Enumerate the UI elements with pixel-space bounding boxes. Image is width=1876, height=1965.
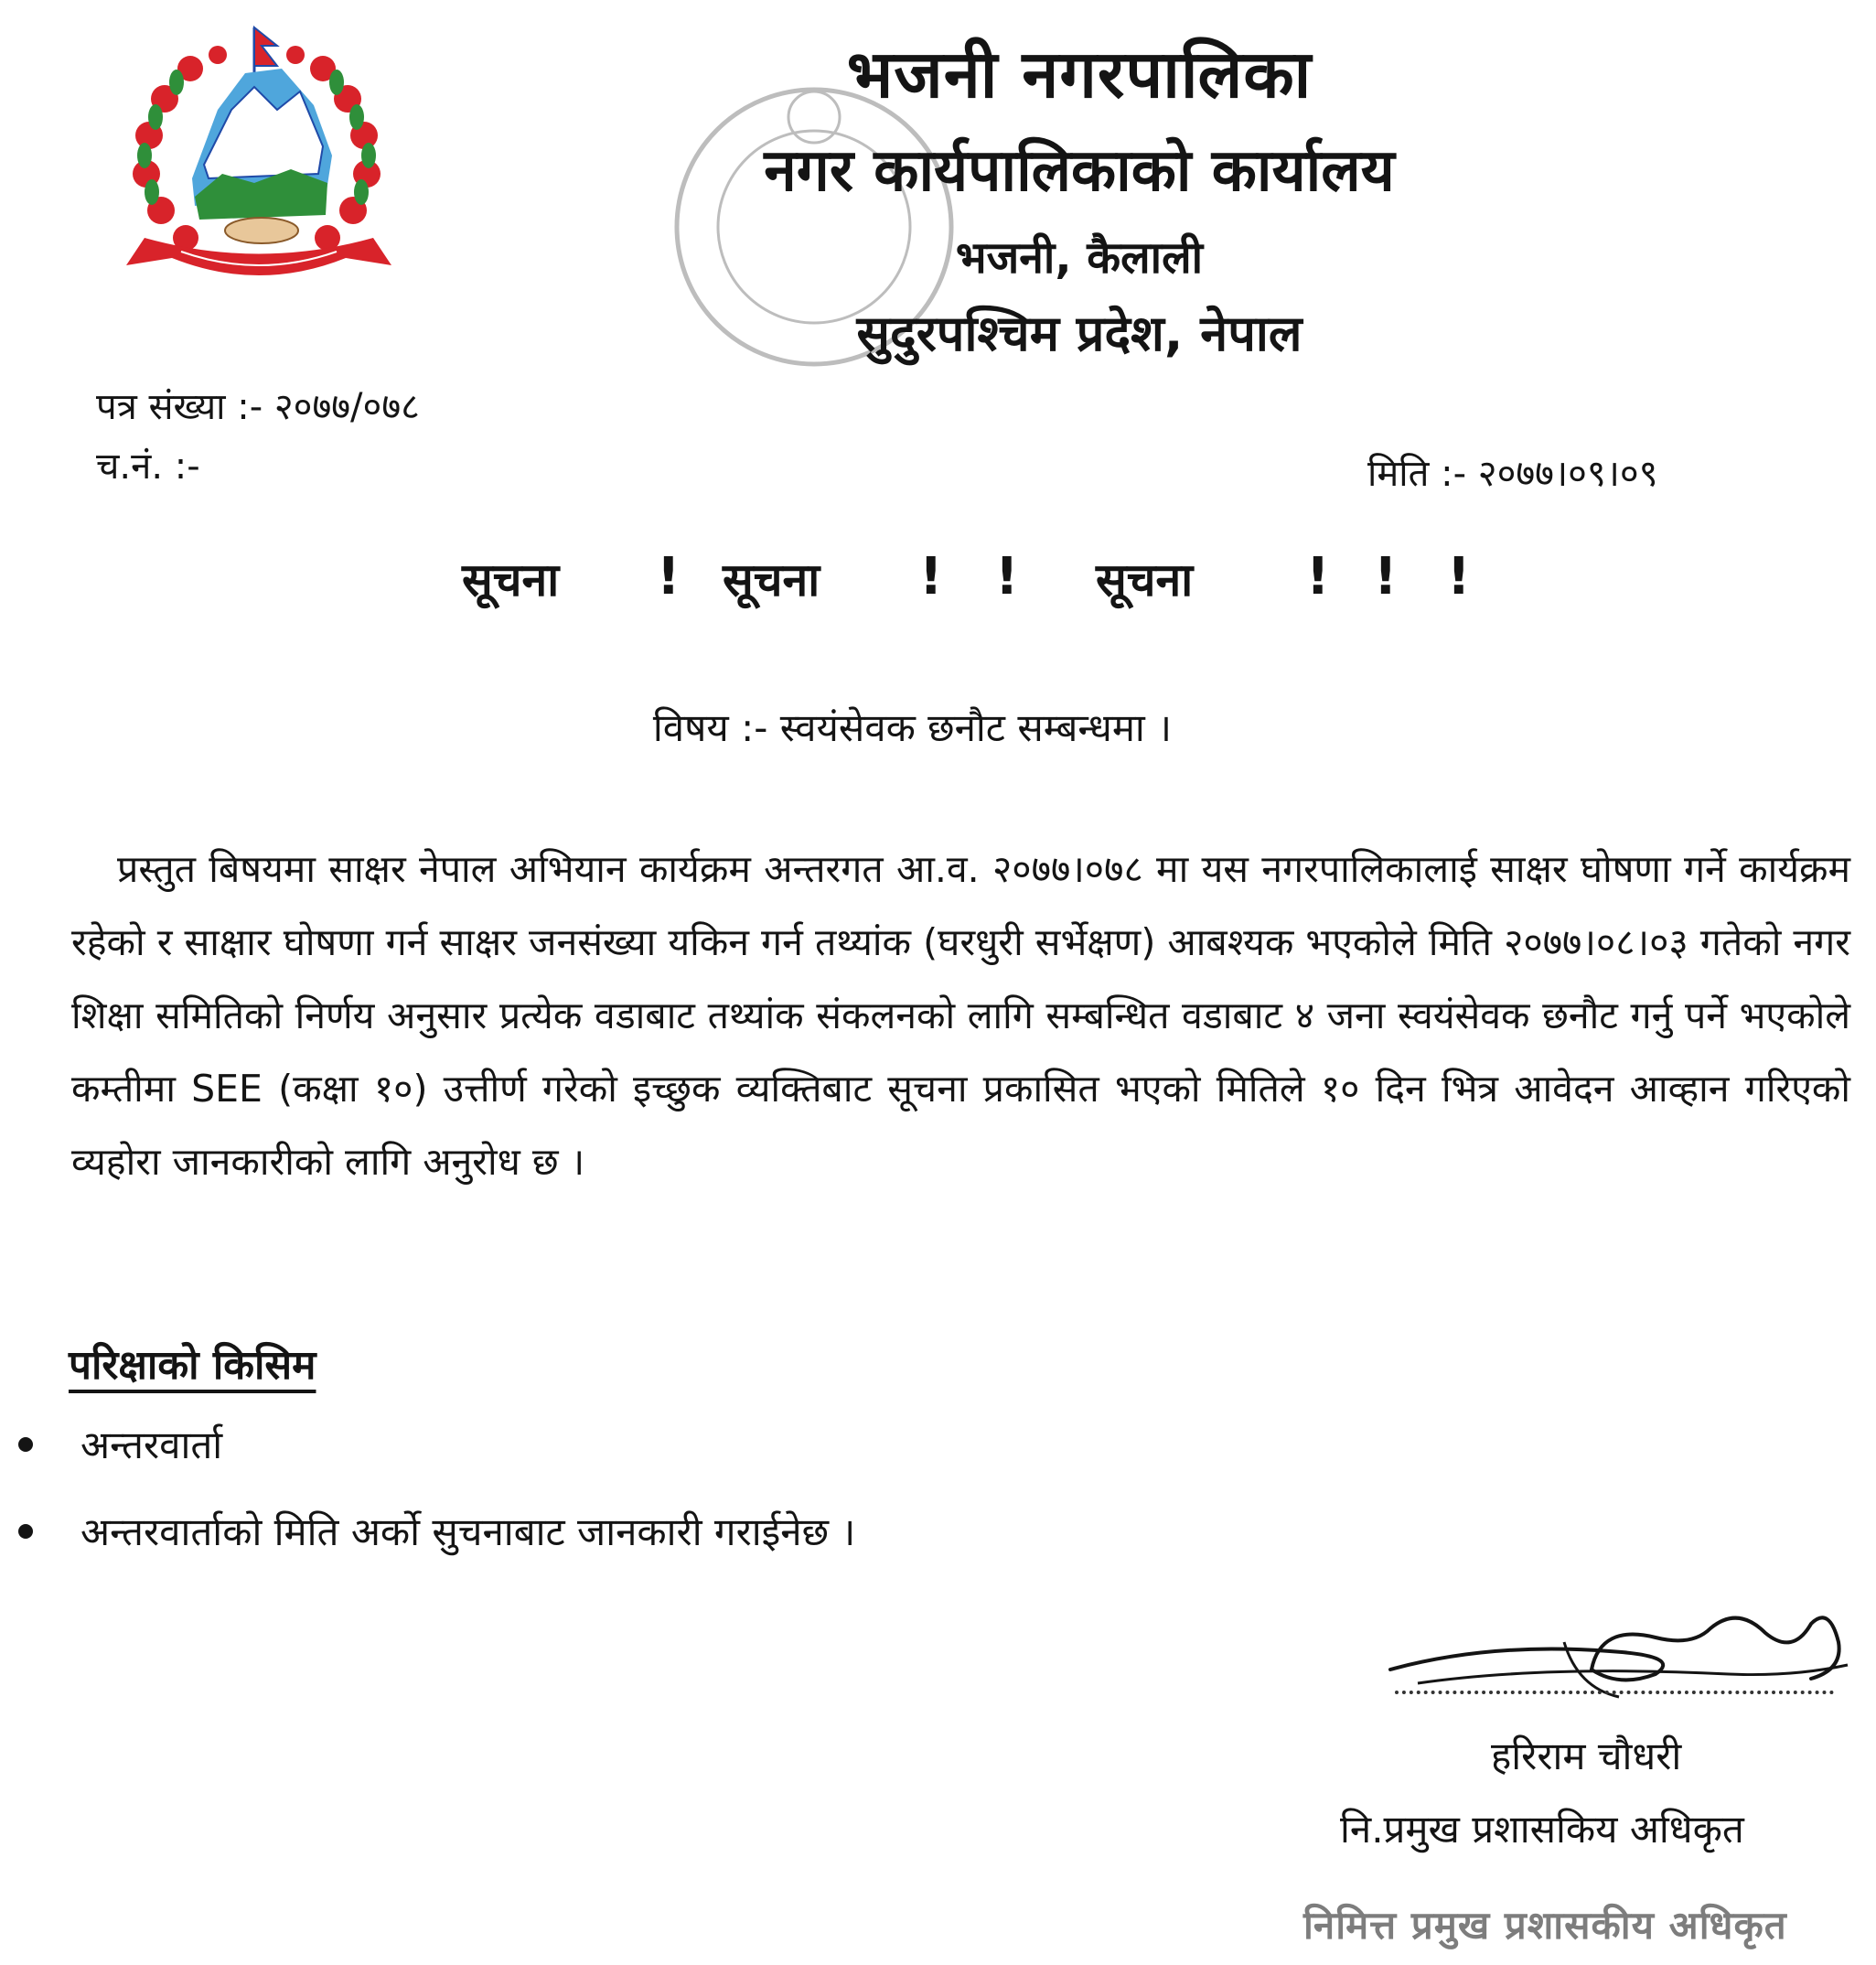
- list-item: [18, 1418, 222, 1470]
- notice-word: सूचना: [723, 553, 820, 607]
- notice-mark: !: [995, 547, 1019, 607]
- notice-word: सूचना: [1096, 553, 1194, 607]
- signature-icon: [1381, 1587, 1857, 1715]
- signatory-designation: नि.प्रमुख प्रशासकिय अधिकृत: [1340, 1807, 1744, 1852]
- dispatch-number: च.नं. :-: [96, 446, 200, 488]
- province-name: सुदुरपश्चिम प्रदेश, नेपाल: [856, 305, 1302, 362]
- exam-type-heading: परिक्षाको किसिम: [69, 1342, 316, 1389]
- notice-mark: !: [1447, 547, 1471, 607]
- office-location: भजनी, कैलाली: [955, 232, 1204, 284]
- municipality-name: भजनी नगरपालिका: [846, 36, 1313, 113]
- letter-number: पत्र संख्या :- २०७७/०७८: [96, 386, 420, 428]
- notice-mark: !: [1306, 547, 1330, 607]
- bullet-icon: [18, 1524, 33, 1539]
- list-item-text: अन्तरवार्ता: [80, 1423, 223, 1467]
- notice-mark: !: [657, 547, 681, 607]
- notice-word: सूचना: [462, 553, 560, 607]
- notice-mark: !: [919, 547, 943, 607]
- subject-line: विषय :- स्वयंसेवक छनौट सम्बन्धमा ।: [652, 705, 1173, 750]
- office-name: नगर कार्यपालिकाको कार्यालय: [764, 137, 1395, 205]
- bullet-icon: [18, 1437, 33, 1452]
- notice-body: प्रस्तुत बिषयमा साक्षर नेपाल अभियान कार्यक्रम अन्तरगत आ.व. २०७७।०७८ मा यस नगरपालिकालाई साक्षर घोषणा गर्ने कार्यक्रम रहेको र साक्षार घोषणा गर्न साक्षर जनसंख्या यकिन गर्न तथ्यांक (घरधुरी सर्भेक्षण) आबश्यक भएकोले मिति २०७७।०८।०३ गतेको नगर शिक्षा समितिको निर्णय अनुसार प्रत्येक वडाबाट तथ्यांक संकलनको लागि सम्बन्धित वडाबाट ४ जना स्वयंसेवक छनौट गर्नु पर्ने भएकोले कम्तीमा SEE (कक्षा १०) उत्तीर्ण गरेको इच्छुक व्यक्तिबाट सूचना प्रकासित भएको मितिले १० दिन भित्र आवेदन आव्हान गरिएको व्यहोरा जानकारीको लागि अनुरोध छ ।: [71, 847, 1850, 1184]
- letter-date: मिति :- २०७७।०९।०९: [1367, 453, 1658, 495]
- signatory-name: हरिराम चौधरी: [1491, 1734, 1682, 1778]
- list-item-text: अन्तरवार्ताको मिति अर्को सुचनाबाट जानकारी गराईनेछ ।: [80, 1509, 856, 1554]
- nepal-emblem-icon: [108, 18, 419, 293]
- signature-line: [1395, 1691, 1834, 1694]
- notice-mark: !: [1374, 547, 1398, 607]
- list-item: [18, 1505, 855, 1557]
- designation-stamp: निमित्त प्रमुख प्रशासकीय अधिकृत: [1303, 1903, 1787, 1948]
